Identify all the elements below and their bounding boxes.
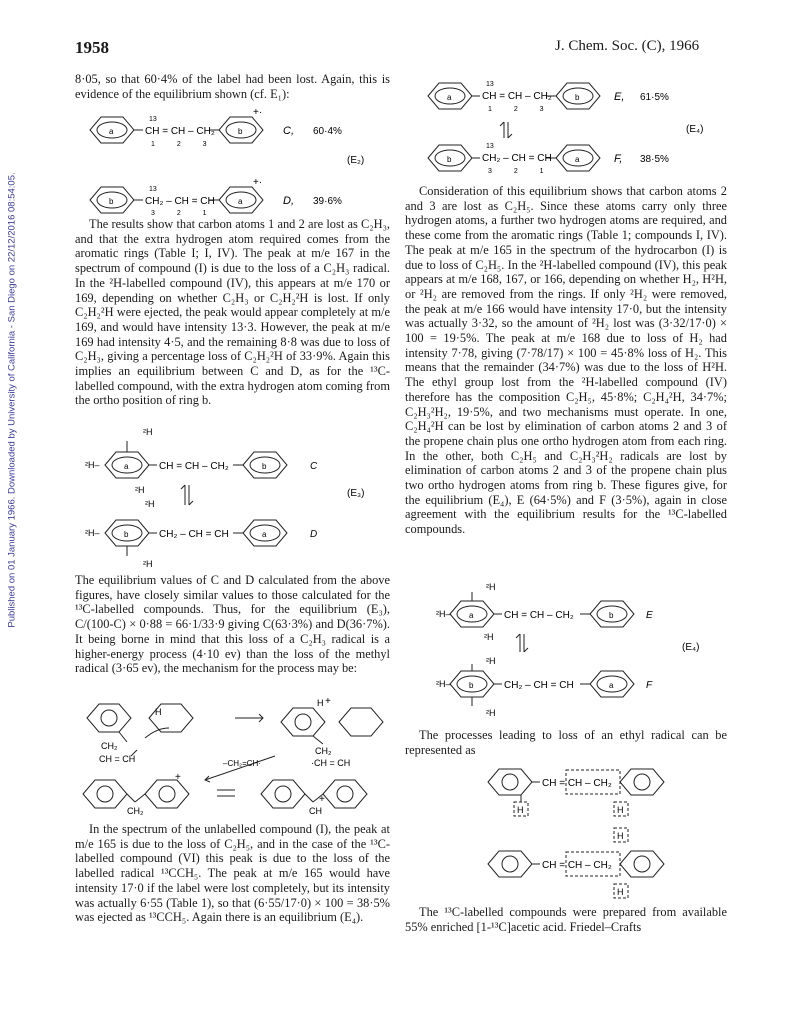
svg-text:²H–: ²H– — [85, 528, 100, 538]
svg-text:²H: ²H — [135, 485, 145, 495]
svg-text:²H: ²H — [486, 656, 496, 666]
svg-text:a: a — [124, 462, 129, 471]
right-paragraph-3: The ¹³C-labelled compounds were prepared from available 55% enriched [1-¹³C]acetic acid. Friedel–Crafts — [405, 905, 727, 934]
left-paragraph-4: In the spectrum of the unlabelled compound (I), the peak at m/e 165 is due to the loss of C₂H₅, and in the case of the ¹³C-labelled compound (VI) this peak is due to the loss of the labelled radical ¹³CCH₅. The peak at m/e 165 would have intensity 17·0 if the label were lost completely, but its intensity was actually 6·55 (Table 1), so that (6·55/17·0) × 100 = 38·5% was ejected as ¹³CCH₅. Again there is an equilibrium (E₄). — [75, 822, 390, 925]
svg-text:13: 13 — [149, 186, 157, 193]
eq-tag-e3: (E₃) — [347, 488, 365, 499]
svg-text:E: E — [646, 610, 653, 621]
svg-text:b: b — [262, 462, 267, 471]
left-paragraph-2: The results show that carbon atoms 1 and 2 are lost as C₂H₃, and that the extra hydrogen atom required comes from the aromatic rings (Table I; I, IV). The peak at m/e 167 in the spectrum of compound (I) is due to the loss of a C₂H₃ radical. In the ²H-labelled compound (IV), this appears at m/e 170 or 169, depending on whether C₂H₃ or C₂H₂²H is lost. If only C₂H₂²H were ejected, the peak would appear completely at m/e 169, and would have intensity 13·3. However, the peak at m/e 169 had intensity 4·5, and the remaining 8·8 was due to loss of C₂H₃, giving a percentage loss of C₂H₂²H of 33·9%. Again this implies an equilibrium between C and D, as for the ¹³C-labelled compound, with the extra hydrogen atom coming from the ortho position of ring b. — [75, 217, 390, 408]
svg-text:²H: ²H — [484, 632, 494, 642]
svg-text:C: C — [310, 461, 318, 472]
pct-c: 60·4% — [313, 126, 342, 137]
svg-text:b: b — [238, 127, 243, 136]
download-sidebar — [5, 160, 19, 640]
svg-text:38·5%: 38·5% — [640, 154, 669, 165]
svg-text:(E₄): (E₄) — [686, 124, 704, 135]
svg-text:CH = CH: CH = CH — [99, 754, 136, 764]
svg-text:a: a — [609, 681, 614, 690]
svg-text:a: a — [447, 93, 452, 102]
svg-text:H: H — [617, 887, 624, 897]
svg-text:H: H — [617, 805, 624, 815]
svg-text:b: b — [109, 197, 114, 206]
svg-text:+: + — [175, 772, 181, 783]
svg-text:H: H — [517, 805, 524, 815]
svg-text:F,: F, — [614, 153, 623, 165]
svg-text:+: + — [319, 794, 325, 805]
svg-text:²H: ²H — [143, 559, 153, 569]
numbering-c: 1 2 3 — [151, 141, 217, 148]
svg-text:3 2 1: 3 2 1 — [488, 168, 554, 175]
svg-text:CH = CH – CH₂: CH = CH – CH₂ — [504, 610, 574, 621]
mechanism-diagram — [75, 698, 390, 820]
svg-text:CH₂ – CH = CH: CH₂ – CH = CH — [504, 680, 574, 691]
svg-text:CH = CH – CH₂: CH = CH – CH₂ — [542, 860, 612, 871]
svg-text:CH = CH – CH₂: CH = CH – CH₂ — [542, 778, 612, 789]
svg-text:a: a — [109, 127, 114, 136]
iso-13-a: 13 — [149, 116, 157, 123]
svg-text:²H–: ²H– — [85, 460, 100, 470]
svg-text:H: H — [617, 831, 624, 841]
svg-text:13: 13 — [486, 81, 494, 88]
svg-text:²H–: ²H– — [436, 609, 451, 619]
svg-text:E,: E, — [614, 91, 625, 103]
svg-text:²H: ²H — [145, 499, 155, 509]
svg-text:·CH = CH: ·CH = CH — [311, 758, 351, 768]
svg-text:²H–: ²H– — [436, 679, 451, 689]
svg-text:a: a — [575, 155, 580, 164]
svg-text:–CH₂=CH·: –CH₂=CH· — [223, 759, 261, 768]
svg-text:b: b — [575, 93, 580, 102]
right-paragraph-2: The processes leading to loss of an ethyl radical can be represented as — [405, 728, 727, 757]
download-notice: Published on 01 January 1966. Downloaded by University of California - San Diego on 22/12/2016 08:54:05. — [6, 172, 18, 628]
svg-text:3 2 1: 3 2 1 — [151, 210, 217, 215]
label-c: C, — [283, 125, 294, 137]
svg-text:H: H — [317, 698, 324, 708]
svg-text:CH₂: CH₂ — [127, 806, 144, 816]
svg-text:a: a — [469, 611, 474, 620]
svg-text:CH₂: CH₂ — [101, 741, 118, 751]
svg-text:+: + — [325, 698, 331, 707]
pct-d: 39·6% — [313, 196, 342, 207]
svg-text:F: F — [646, 680, 653, 691]
chain-c-e3: CH = CH – CH₂ — [159, 461, 229, 472]
svg-text:D: D — [310, 529, 318, 540]
svg-text:1 2 3: 1 2 3 — [488, 106, 554, 113]
svg-text:+·: +· — [253, 107, 263, 118]
journal-header: J. Chem. Soc. (C), 1966 — [555, 38, 700, 54]
svg-text:²H: ²H — [486, 582, 496, 592]
svg-text:b: b — [469, 681, 474, 690]
svg-text:a: a — [262, 530, 267, 539]
equilibrium-e4-top-diagram — [410, 72, 730, 182]
left-paragraph-1: 8·05, so that 60·4% of the label had been lost. Again, this is evidence of the equilibrium shown (cf. E₁): — [75, 72, 390, 101]
chain-d-e3: CH₂ – CH = CH — [159, 529, 229, 540]
svg-text:CH₂: CH₂ — [315, 746, 332, 756]
svg-text:H: H — [155, 707, 162, 717]
svg-text:b: b — [124, 530, 129, 539]
svg-text:b: b — [447, 155, 452, 164]
svg-text:61·5%: 61·5% — [640, 92, 669, 103]
chain-c: CH = CH – CH₂ — [145, 126, 215, 137]
svg-text:²H: ²H — [486, 708, 496, 718]
svg-text:²H: ²H — [143, 427, 153, 437]
chain-d: CH₂ – CH = CH — [145, 196, 215, 207]
svg-text:13: 13 — [486, 143, 494, 150]
svg-text:a: a — [238, 197, 243, 206]
svg-text:CH₂ – CH = CH: CH₂ – CH = CH — [482, 153, 552, 164]
svg-text:(E₄): (E₄) — [682, 642, 700, 653]
label-d: D, — [283, 195, 294, 207]
svg-text:CH: CH — [309, 806, 322, 816]
right-paragraph-1: Consideration of this equilibrium shows that carbon atoms 2 and 3 are lost as C₂H₅. Since these atoms carry only three hydrogen atoms, a further two hydrogen atoms are required, and these come from the aromatic rings (Table 1; compounds I, IV). The peak at m/e 165 in the spectrum of the hydrocarbon (I) is due to loss of C₂H₅. In the ²H-labelled compound (IV), this peak appears at m/e 168, 167, or 166, depending on whether H₂, H²H, or ²H₂ are removed from the rings. If only ²H₂ were removed, the peak at m/e 166 would have intensity 17·0, but the intensity was actually 3·32, so the amount of ²H₂ lost was (3·32/17·0) × 100 = 19·5%. The peak at m/e 168 due to loss of H₂ had intensity 7·78, giving (7·78/17) × 100 = 45·8% loss of H₂. This means that the remainder (34·7%) was due to the loss of H²H. The ethyl group lost from the ²H-labelled compound (IV) therefore has the composition C₂H₅, 45·8%; C₂H₄²H, 34·7%; C₂H₃²H₂, 19·5%, and two mechanisms must operate. In one, C₂H₄²H can be lost by elimination of carbon atoms 2 and 3 of the propene chain plus one ortho hydrogen atom from each ring. In the other, both C₂H₅ and C₂H₃²H₂ radicals are lost by elimination of carbon atoms 2 and 3 of the propene chain plus two ortho hydrogen atoms from ring b. These figures give, for the equilibrium (E₄), E (64·5%) and F (3·5%), again in close agreement with the equilibrium results for the ¹³C-labelled compounds. — [405, 184, 727, 537]
ethyl-loss-diagram — [470, 760, 700, 900]
equilibrium-e3-diagram — [75, 423, 390, 571]
left-paragraph-3: The equilibrium values of C and D calculated from the above figures, have closely similar values to those calculated for the ¹³C-labelled compounds. Thus, for the equilibrium (E₃), C/(100-C) × 0·88 = 66·1/33·9 giving C(63·3%) and D(36·7%). It being borne in mind that this loss of a C₂H₃ radical is a higher-energy process (4·10 ev) than the loss of the methyl radical (3·65 ev), the mechanism for the process may be: — [75, 573, 390, 676]
eq-tag-e2: (E₂) — [347, 155, 365, 166]
equilibrium-e4-labelled-diagram — [410, 578, 730, 720]
page-number: 1958 — [75, 38, 109, 57]
svg-text:CH = CH – CH₂: CH = CH – CH₂ — [482, 91, 552, 102]
svg-text:b: b — [609, 611, 614, 620]
equilibrium-e2-diagram — [75, 105, 390, 215]
svg-text:+·: +· — [253, 177, 263, 188]
